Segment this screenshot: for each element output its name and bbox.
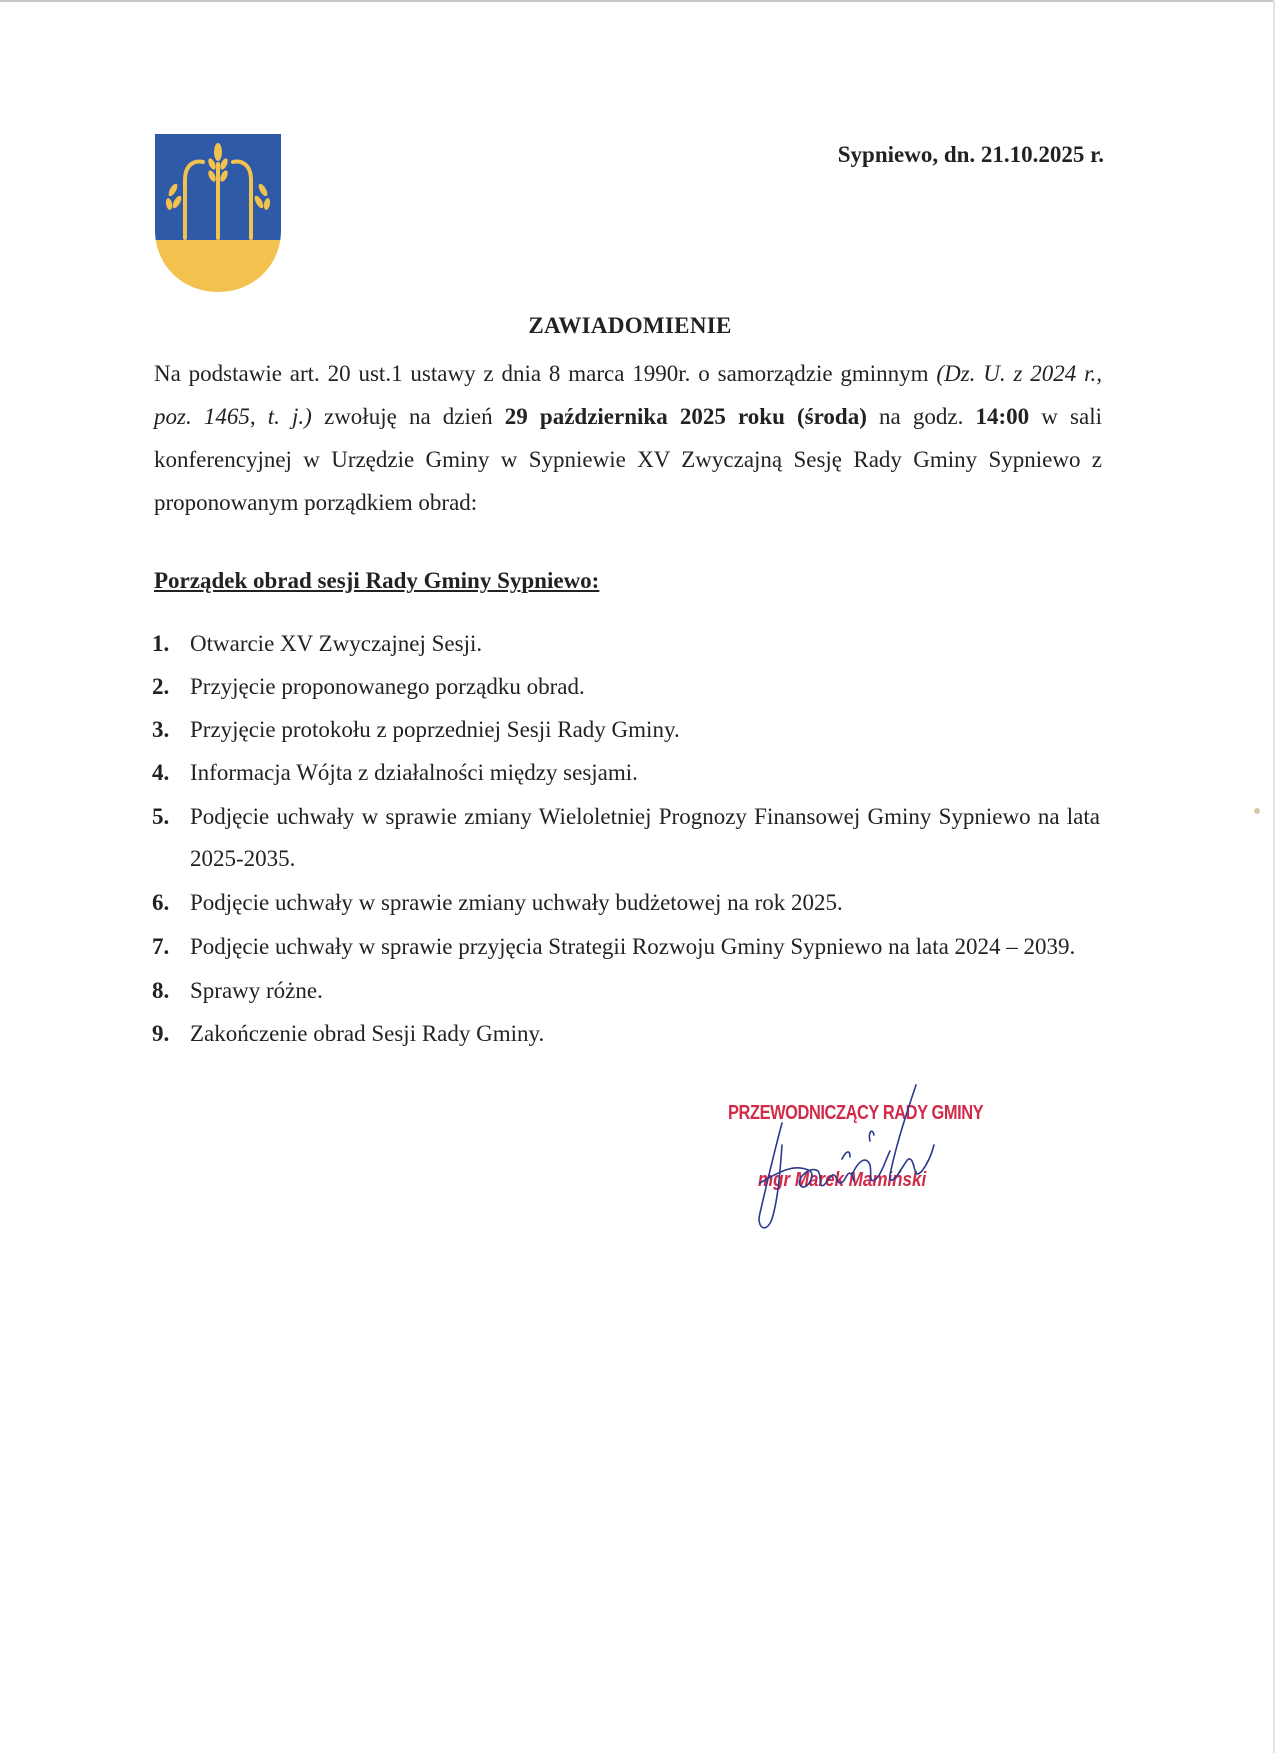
agenda-item-number: 1.	[152, 631, 170, 656]
intro-text-4: w sali konferencyjnej w Urzędzie Gminy w Sypniewie XV Zwyczajną Sesję Rady Gminy Sypniewo z proponowanym porządkiem obrad:	[154, 404, 1103, 515]
intro-text-1: Na podstawie art. 20 ust.1 ustawy z dnia 8 marca 1990r. o samorządzie gminnym	[154, 361, 937, 386]
agenda-heading: Porządek obrad sesji Rady Gminy Sypniewo:	[154, 568, 600, 593]
agenda-item-text: Otwarcie XV Zwyczajnej Sesji.	[190, 631, 483, 656]
agenda-item-number: 2.	[152, 674, 170, 699]
page-top-edge	[0, 0, 1275, 2]
handwritten-signature	[720, 1075, 1020, 1245]
agenda-item-number: 8.	[152, 978, 170, 1003]
agenda-item-text: Podjęcie uchwały w sprawie przyjęcia Strategii Rozwoju Gminy Sypniewo na lata 2024 – 2039.	[190, 934, 1076, 959]
agenda-item-text: Podjęcie uchwały w sprawie zmiany uchwały budżetowej na rok 2025.	[190, 890, 843, 915]
agenda-item-number: 6.	[152, 890, 170, 915]
agenda-item-number: 7.	[152, 934, 170, 959]
agenda-item	[152, 1014, 1100, 1054]
agenda-item-number: 4.	[152, 760, 170, 785]
agenda-item-number: 5.	[152, 804, 170, 829]
agenda-item	[152, 624, 1100, 664]
agenda-item	[152, 971, 1100, 1011]
stamp-title: PRZEWODNICZĄCY RADY GMINY	[728, 1102, 984, 1124]
agenda-item-number: 3.	[152, 717, 170, 742]
notice-intro-paragraph	[154, 352, 1102, 524]
chairman-stamp	[720, 1075, 1020, 1245]
intro-text-3: na godz.	[866, 404, 976, 429]
agenda-item	[152, 667, 1100, 707]
agenda-item-text: Sprawy różne.	[190, 978, 323, 1003]
agenda-item-number: 9.	[152, 1021, 170, 1046]
agenda-item	[152, 710, 1100, 750]
scan-speck	[1254, 808, 1260, 814]
agenda-item	[152, 926, 1100, 968]
agenda-item	[152, 883, 1100, 923]
agenda-item-text: Informacja Wójta z działalności między sesjami.	[190, 760, 638, 785]
agenda-item-text: Przyjęcie proponowanego porządku obrad.	[190, 674, 585, 699]
agenda-item-text: Przyjęcie protokołu z poprzedniej Sesji Rady Gminy.	[190, 717, 680, 742]
meeting-date: 29 października 2025 roku (środa)	[504, 404, 867, 429]
coat-of-arms-wheat-icon	[155, 134, 281, 292]
stamp-name: mgr Marek Mamiński	[758, 1169, 927, 1191]
agenda-item	[152, 753, 1100, 793]
document-title: ZAWIADOMIENIE	[528, 313, 732, 338]
intro-text-2: zwołuję na dzień	[311, 404, 505, 429]
legal-citation: (Dz. U. z 2024 r., poz. 1465, t. j.)	[154, 361, 1102, 429]
agenda-item-text: Zakończenie obrad Sesji Rady Gminy.	[190, 1021, 545, 1046]
agenda-list	[152, 624, 1100, 1057]
meeting-time: 14:00	[975, 404, 1030, 429]
agenda-item	[152, 796, 1100, 880]
document-date: Sypniewo, dn. 21.10.2025 r.	[837, 142, 1104, 167]
agenda-item-text: Podjęcie uchwały w sprawie zmiany Wieloletniej Prognozy Finansowej Gminy Sypniewo na lata 2025-2035.	[190, 804, 1100, 871]
